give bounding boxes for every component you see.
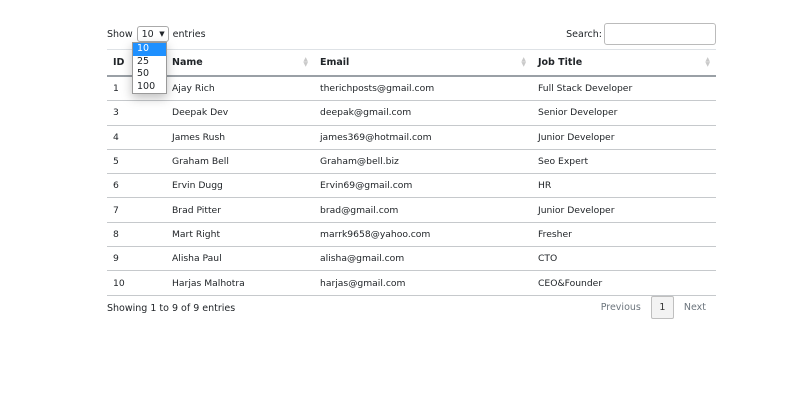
cell-job-title: Seo Expert [532,149,716,173]
next-button[interactable]: Next [683,302,706,313]
cell-job-title: CTO [532,247,716,271]
chevron-down-icon: ▼ [159,30,165,38]
pagination [591,296,716,319]
cell-email: Ervin69@gmail.com [314,174,532,198]
cell-email: brad@gmail.com [314,198,532,222]
cell-email: deepak@gmail.com [314,101,532,125]
entries-option-100[interactable]: 100 [137,80,156,92]
entries-select[interactable] [137,26,169,42]
cell-job-title: CEO&Founder [532,271,716,295]
cell-email: marrk9658@yahoo.com [314,222,532,246]
cell-name: Graham Bell [166,149,314,173]
cell-id: 3 [107,101,166,125]
sort-icon: ▲ ▼ [705,56,710,68]
previous-button[interactable]: Previous [600,302,641,313]
table-controls [107,23,716,46]
cell-name: Brad Pitter [166,198,314,222]
column-header-name[interactable] [166,50,314,77]
column-header-label: ID [113,57,125,68]
cell-id: 4 [107,125,166,149]
cell-id: 10 [107,271,166,295]
cell-email: therichposts@gmail.com [314,76,532,101]
column-header-label: Email [320,57,350,68]
table-row [107,247,716,271]
table-row [107,149,716,173]
page-button-1[interactable]: 1 [651,296,674,319]
show-label: Show [107,28,133,40]
column-header-label: Job Title [538,57,583,68]
cell-id: 1 [107,76,166,101]
cell-email: Graham@bell.biz [314,149,532,173]
entries-option-10[interactable]: 10 [133,43,166,56]
cell-name: Harjas Malhotra [166,271,314,295]
cell-id: 7 [107,198,166,222]
entries-option-25[interactable]: 25 [137,55,150,67]
search-label: Search: [566,28,602,40]
column-header-label: Name [172,57,203,68]
cell-name: Ajay Rich [166,76,314,101]
table-info: Showing 1 to 9 of 9 entries [107,303,236,314]
entries-select-value: 10 [141,28,154,40]
table-row [107,125,716,149]
cell-job-title: Senior Developer [532,101,716,125]
cell-name: Mart Right [166,222,314,246]
sort-icon: ▲ ▼ [521,56,526,68]
cell-name: Alisha Paul [166,247,314,271]
cell-job-title: HR [532,174,716,198]
column-header-job-title[interactable] [532,50,716,77]
cell-name: Deepak Dev [166,101,314,125]
table-row [107,198,716,222]
entries-dropdown-list [132,42,167,94]
sort-icon: ▲ ▼ [303,56,308,68]
cell-name: James Rush [166,125,314,149]
table-row [107,101,716,125]
table-row [107,271,716,295]
cell-job-title: Full Stack Developer [532,76,716,101]
cell-id: 8 [107,222,166,246]
column-header-email[interactable] [314,50,532,77]
cell-email: harjas@gmail.com [314,271,532,295]
cell-id: 6 [107,174,166,198]
cell-id: 9 [107,247,166,271]
table-row [107,222,716,246]
entries-option-50[interactable]: 50 [137,68,150,79]
entries-label: entries [172,28,206,40]
cell-email: alisha@gmail.com [314,247,532,271]
table-header-row [107,50,716,77]
table-row [107,174,716,198]
search-input[interactable] [604,23,716,45]
page-length-control [107,26,206,42]
data-table [107,49,716,296]
cell-job-title: Junior Developer [532,198,716,222]
table-row [107,76,716,101]
cell-name: Ervin Dugg [166,174,314,198]
cell-job-title: Junior Developer [532,125,716,149]
cell-id: 5 [107,149,166,173]
search-control [566,23,716,45]
cell-email: james369@hotmail.com [314,125,532,149]
cell-job-title: Fresher [532,222,716,246]
